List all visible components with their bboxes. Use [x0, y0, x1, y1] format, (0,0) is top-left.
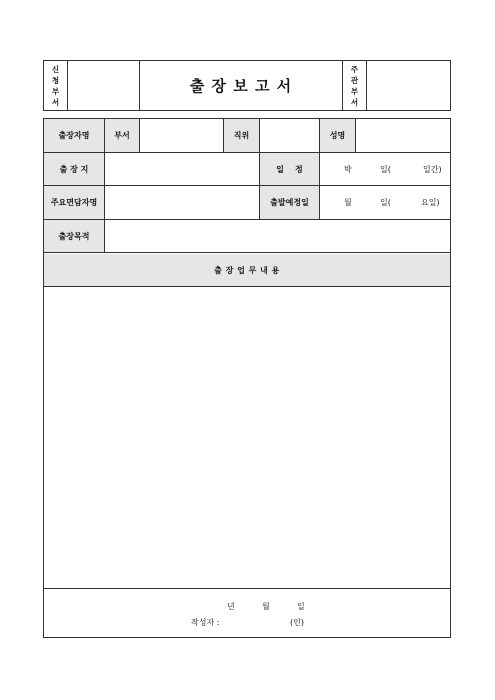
label-char: 부 — [350, 86, 359, 96]
footer-day: 일 — [297, 602, 305, 611]
applicant-dept-label — [44, 61, 67, 110]
host-dept-field[interactable] — [367, 61, 450, 110]
label-char: 청 — [51, 75, 60, 85]
footer-month: 월 — [262, 602, 270, 611]
label-char: 주 — [350, 64, 359, 74]
traveler-label: 출장자명 — [44, 119, 104, 152]
contact-field[interactable] — [105, 186, 259, 219]
departure-unit-month: 월 — [344, 198, 352, 207]
label-char: 서 — [350, 97, 359, 107]
schedule-unit-days: 일( — [380, 165, 391, 174]
dept-label: 부서 — [105, 119, 139, 152]
position-label: 직위 — [224, 119, 259, 152]
purpose-field[interactable] — [105, 220, 450, 252]
purpose-label: 출장목적 — [44, 220, 104, 252]
author-field[interactable] — [230, 615, 285, 627]
destination-label: 출 장 지 — [44, 153, 104, 185]
schedule-unit-nights: 박 — [344, 165, 352, 174]
schedule-label: 일 정 — [260, 153, 319, 185]
label-char: 부 — [51, 86, 60, 96]
footer-year: 년 — [227, 602, 235, 611]
name-label: 성명 — [320, 119, 355, 152]
label-char: 서 — [51, 97, 60, 107]
contact-label: 주요면담자명 — [44, 186, 104, 219]
signature-area — [44, 589, 450, 637]
schedule-unit-total: 일간) — [423, 165, 442, 174]
departure-label: 출발예정일 — [260, 186, 319, 219]
name-field[interactable] — [356, 119, 450, 152]
departure-unit-weekday: 요일) — [421, 198, 440, 207]
applicant-dept-field[interactable] — [68, 61, 139, 110]
section-title: 출 장 업 무 내 용 — [44, 254, 450, 286]
host-dept-label — [343, 61, 366, 110]
document-title: 출 장 보 고 서 — [189, 77, 293, 95]
label-char: 신 — [51, 64, 60, 74]
seal-mark: (인) — [290, 618, 304, 627]
author-label: 작성자 : — [191, 618, 220, 627]
position-field[interactable] — [260, 119, 319, 152]
departure-unit-day: 일( — [380, 198, 391, 207]
label-char: 관 — [350, 75, 359, 85]
destination-field[interactable] — [105, 153, 259, 185]
work-content-area[interactable] — [44, 287, 450, 588]
dept-field[interactable] — [140, 119, 223, 152]
